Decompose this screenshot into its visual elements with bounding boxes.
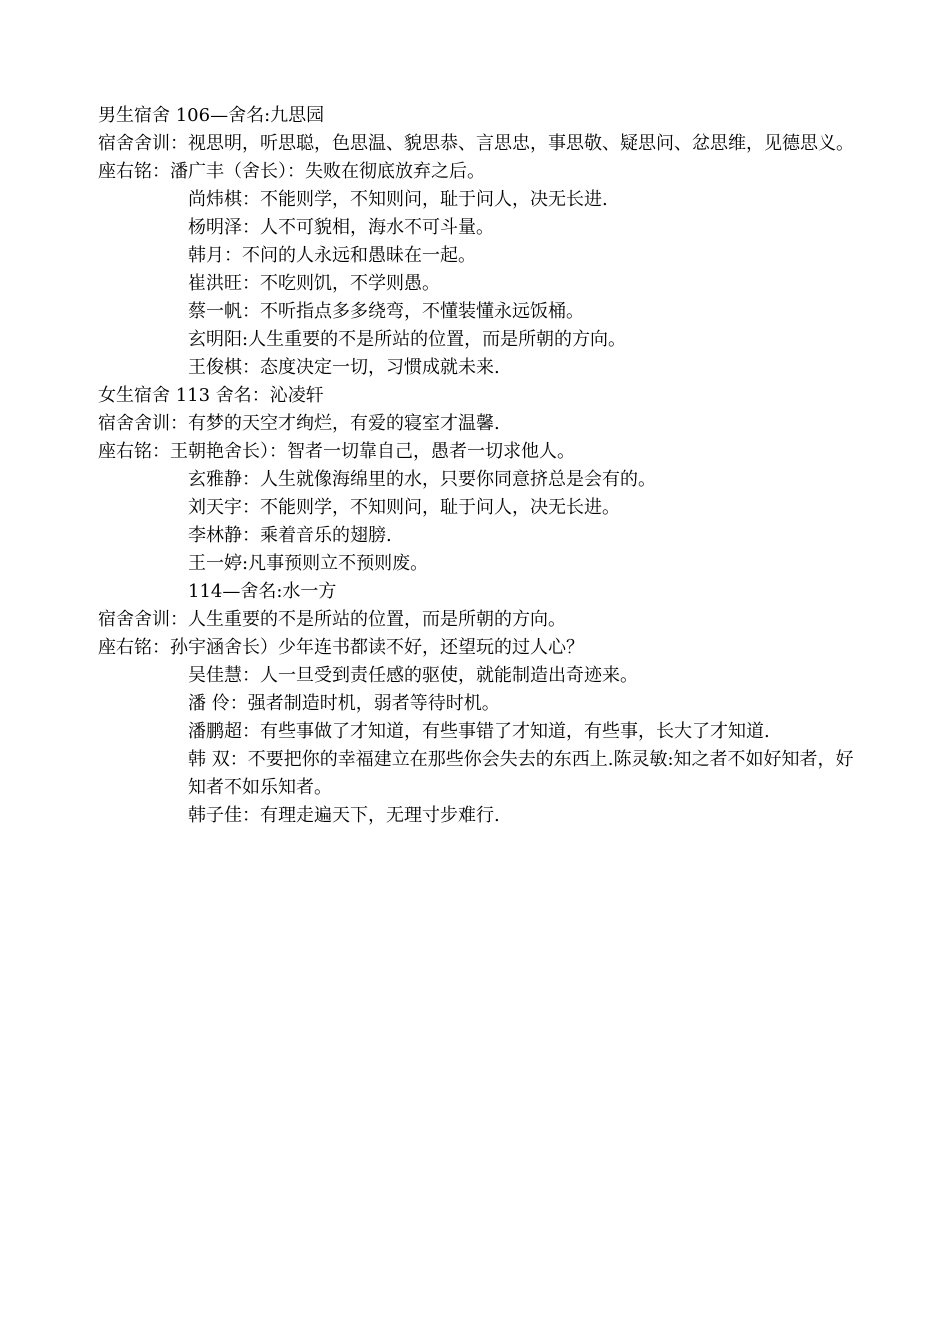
dorm-114-member-motto: 潘 伶：强者制造时机，弱者等待时机。 <box>188 693 500 714</box>
dorm-114-motto: 宿舍舍训：人生重要的不是所站的位置，而是所朝的方向。 <box>98 609 566 630</box>
document-page <box>98 102 860 830</box>
dorm-113-heading: 女生宿舍 113 舍名：沁凌轩 <box>98 385 324 406</box>
dorm-113-member-motto: 玄雅静：人生就像海绵里的水，只要你同意挤总是会有的。 <box>188 469 656 490</box>
dorm-106-heading: 男生宿舍 106—舍名:九思园 <box>98 105 325 126</box>
dorm-106-member-motto: 蔡一帆：不听指点多多绕弯，不懂装懂永远饭桶。 <box>188 301 584 322</box>
dorm-114-member-motto: 韩 双：不要把你的幸福建立在那些你会失去的东西上.陈灵敏:知之者不如好知者，好知者不如乐知者。 <box>188 749 854 798</box>
dorm-106-member-motto: 玄明阳:人生重要的不是所站的位置，而是所朝的方向。 <box>188 329 627 350</box>
dorm-114-heading: 114—舍名:水一方 <box>188 581 337 602</box>
dorm-106-motto: 宿舍舍训：视思明，听思聪，色思温、貌思恭、言思忠，事思敬、疑思问、忿思维，见德思义。 <box>98 133 854 154</box>
dorm-114-member-motto: 潘鹏超：有些事做了才知道，有些事错了才知道，有些事，长大了才知道. <box>188 721 770 742</box>
dorm-114-member-motto: 吴佳慧：人一旦受到责任感的驱使，就能制造出奇迹来。 <box>188 665 638 686</box>
dorm-106-member-motto: 韩月：不问的人永远和愚昧在一起。 <box>188 245 476 266</box>
dorm-106-member-motto: 杨明泽：人不可貌相，海水不可斗量。 <box>188 217 494 238</box>
dorm-106-member-motto: 王俊棋：态度决定一切，习惯成就未来. <box>188 357 500 378</box>
dorm-113-member-motto: 王一婷:凡事预则立不预则废。 <box>188 553 429 574</box>
dorm-106-leader-motto: 座右铭：潘广丰（舍长）：失败在彻底放弃之后。 <box>98 161 485 182</box>
dorm-113-member-motto: 李林静：乘着音乐的翅膀. <box>188 525 392 546</box>
dorm-114-leader-motto: 座右铭：孙宇涵舍长）少年连书都读不好，还望玩的过人心？ <box>98 637 584 658</box>
dorm-106-member-motto: 崔洪旺：不吃则饥，不学则愚。 <box>188 273 440 294</box>
dorm-113-member-motto: 刘天宇：不能则学，不知则问，耻于问人，决无长进。 <box>188 497 620 518</box>
dorm-106-member-motto: 尚炜棋：不能则学，不知则问，耻于问人，决无长进. <box>188 189 608 210</box>
dorm-114-member-motto: 韩子佳：有理走遍天下，无理寸步难行. <box>188 805 500 826</box>
dorm-113-leader-motto: 座右铭：王朝艳舍长）：智者一切靠自己，愚者一切求他人。 <box>98 441 575 462</box>
dorm-113-motto: 宿舍舍训：有梦的天空才绚烂，有爱的寝室才温馨. <box>98 413 500 434</box>
